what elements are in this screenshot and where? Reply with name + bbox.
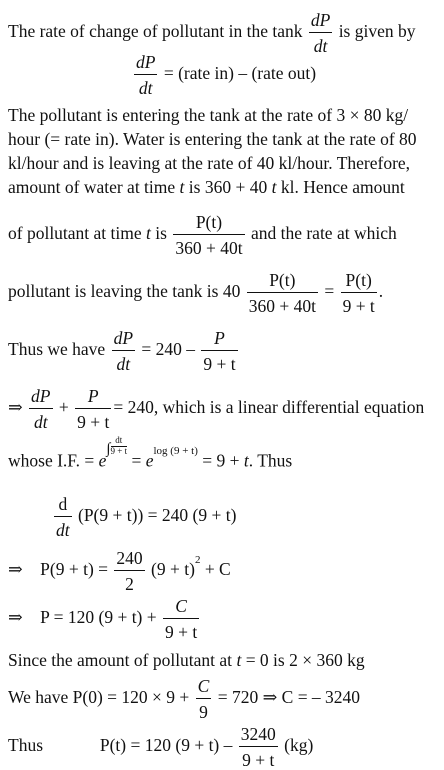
text-line-6: amount of water at time t is 360 + 40 t kl. Hence amount — [8, 177, 405, 197]
text-line-14: ⇒ P = 120 (9 + t) + $\frac{C}{9 + t}$ — [8, 596, 198, 643]
text-span: = (rate in) – (rate out) — [163, 63, 317, 84]
fraction-rate-out-2: $\frac{P(t)}{9 + t}$ — [342, 270, 375, 317]
fraction-dP-dt: $\frac{dP}{dt}$ — [31, 386, 51, 433]
text-line-1 — [8, 10, 416, 56]
text-line-8: pollutant is leaving the tank is 40 $\frac{P(t)}{360 + 40t}$ = $\frac{P(t)}{9 + t}$ . — [8, 270, 384, 317]
text-line-5: kl/hour and is leaving at the rate of 40 kl/hour. Therefore, — [8, 153, 411, 173]
text-line-10: ⇒ $\frac{dP}{dt}$ + $\frac{P}{9 + t}$ = 240, which is a linear differential equation — [8, 386, 425, 433]
fraction-integrand: $\frac{dt}{9 + t}$ — [110, 435, 128, 456]
text-span: is given by — [338, 21, 416, 42]
fraction-dP-dt: $\frac{dP}{dt}$ — [136, 52, 156, 99]
implies-arrow-icon: ⇒ — [8, 397, 23, 418]
fraction-240-2: $\frac{240}{2}$ — [116, 548, 143, 595]
text-line-16: We have P(0) = 120 × 9 + $\frac{C}{9}$ = 720 ⇒ C = – 3240 — [8, 676, 361, 723]
fraction-P: $\frac{P}{9 + t}$ — [77, 386, 110, 433]
fraction-P: $\frac{P}{9 + t}$ — [203, 328, 236, 375]
text-span: The rate of change of pollutant in the tank — [8, 21, 303, 42]
text-line-11: whose I.F. = e∫ $\frac{dt}{9 + t}$ = $e^{log (9 + t)} = 9 + t$. Thus — [8, 435, 293, 471]
fraction-3240: $\frac{3240}{9 + t}$ — [240, 724, 276, 770]
text-line-17: Thus P(t) = 120 (9 + t) – $\frac{3240}{9 + t}$ (kg) — [8, 724, 314, 770]
text-line-4: hour (= rate in). Water is entering the tank at the rate of 80 — [8, 129, 417, 149]
fraction-C: $\frac{C}{9 + t}$ — [165, 596, 198, 643]
text-line-15: Since the amount of pollutant at t = 0 is 2 × 360 kg — [8, 650, 365, 670]
fraction-pollutant: $\frac{P(t)}{360 + 40t}$ — [175, 212, 243, 259]
text-line-7: of pollutant at time t is $\frac{P(t)}{360 + 40t}$ and the rate at which — [8, 212, 397, 259]
fraction-d-dt: $\frac{d}{dt}$ — [56, 494, 70, 541]
fraction-rate-out-1: $\frac{P(t)}{360 + 40t}$ — [248, 270, 316, 317]
equation-rate — [132, 52, 316, 98]
text-line-13: ⇒ P(9 + t) = $\frac{240}{2}$ $(9 + t)^2 + C$ — [8, 548, 231, 595]
fraction-dP-dt: $\frac{dP}{dt}$ — [113, 328, 134, 375]
text-line-3: The pollutant is entering the tank at the rate of 3 × 80 kg/ — [8, 105, 409, 125]
text-line-9: Thus we have $\frac{dP}{dt}$ = 240 – $\frac{P}{9 + t}$ — [8, 328, 236, 375]
fraction-C-9: $\frac{C}{9}$ — [197, 676, 210, 723]
fraction-dP-dt: $\frac{dP}{dt}$ — [310, 10, 331, 57]
text-line-12: $\frac{d}{dt}$ (P(9 + t)) = 240 (9 + t) — [56, 494, 237, 541]
